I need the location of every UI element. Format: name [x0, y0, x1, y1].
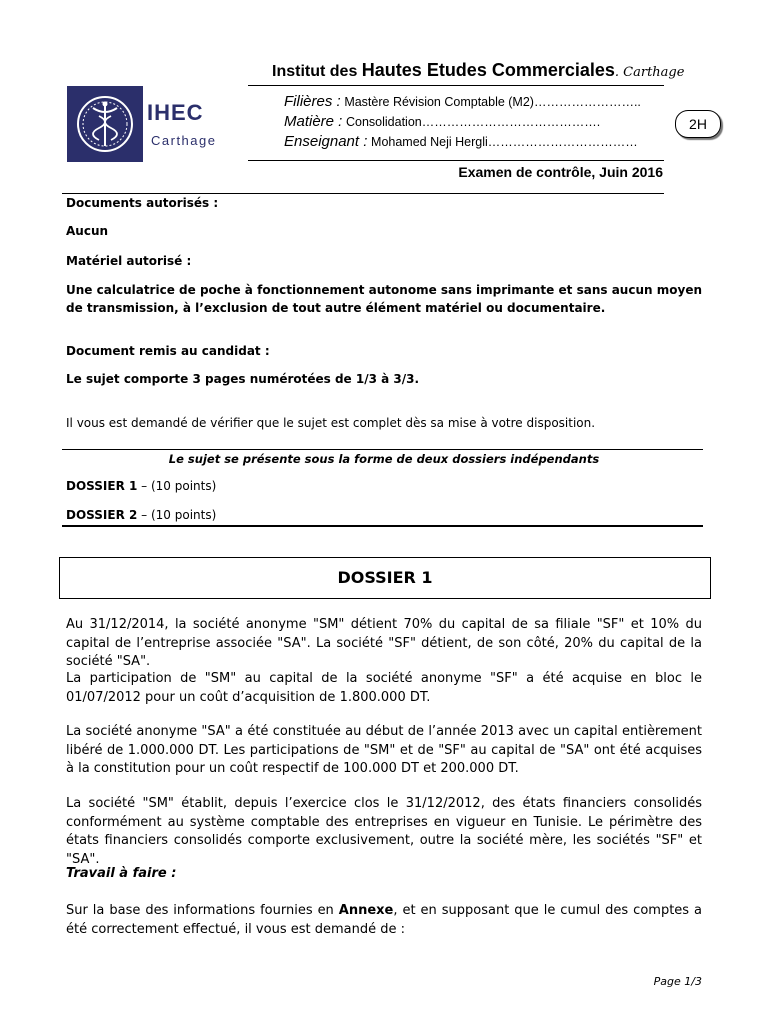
filieres-line: Filières : Mastère Révision Comptable (M2)…………………….. [284, 93, 641, 110]
institution-title: Institut des Hautes Etudes Commerciales. Carthage [272, 60, 685, 80]
matiere-line: Matière : Consolidation……………………………………. [284, 113, 601, 130]
verify-text: Il vous est demandé de vérifier que le sujet est complet dès sa mise à votre disposition. [66, 416, 596, 430]
dossier-paragraph-1: Au 31/12/2014, la société anonyme "SM" détient 70% du capital de sa filiale "SF" et 10% du capital de l’entreprise associée "SA". La société "SF" détient, de son côté, 20% du capital de la société "SA". [66, 617, 702, 669]
instructions-rule-top [62, 193, 664, 194]
ihec-logo [67, 86, 234, 162]
header-rule-bottom [248, 160, 664, 161]
remis-label: Document remis au candidat : [66, 344, 270, 358]
logo-subtitle: Carthage [151, 133, 217, 148]
dossier-paragraph-3: La société anonyme "SA" a été constituée au début de l’année 2013 avec un capital entièrement libéré de 1.000.000 DT. Les participations de "SM" et de "SF" au capital de "SA" ont été acquises à la constitution pour un coût respectif de 100.000 DT et 200.000 DT. [66, 724, 702, 776]
duration-badge: 2H [675, 110, 721, 138]
dossier1-summary: DOSSIER 1 – (10 points) [66, 479, 217, 493]
sujet-rule-top [62, 449, 703, 450]
exam-title: Examen de contrôle, Juin 2016 [458, 164, 663, 180]
docs-label: Documents autorisés : [66, 196, 219, 210]
logo-wordmark: IHEC [147, 100, 204, 125]
remis-text: Le sujet comporte 3 pages numérotées de 1/3 à 3/3. [66, 372, 420, 386]
docs-value: Aucun [66, 224, 109, 238]
travail-heading: Travail à faire : [66, 866, 177, 881]
enseignant-line: Enseignant : Mohamed Neji Hergli……………………………… [284, 133, 638, 150]
header-rule-top [248, 85, 664, 86]
sujet-forme: Le sujet se présente sous la forme de deux dossiers indépendants [168, 452, 600, 466]
dossier-paragraph-4: La société "SM" établit, depuis l’exercice clos le 31/12/2012, des états financiers consolidés conformément au système comptable des entreprises en vigueur en Tunisie. Le périmètre des états financiers consolidés comporte exclusivement, outre la société mère, les sociétés "SF" et "SA". [66, 796, 702, 867]
sujet-rule-bottom [62, 525, 703, 527]
materiel-text: Une calculatrice de poche à fonctionnement autonome sans imprimante et sans aucun moyen de transmission, à l’exclusion de tout autre élément matériel ou documentaire. [66, 283, 702, 315]
dossier-paragraph-5: Sur la base des informations fournies en Annexe, et en supposant que le cumul des comptes a été correctement effectué, il vous est demandé de : [66, 903, 703, 937]
materiel-label: Matériel autorisé : [66, 254, 192, 268]
caduceus-emblem-icon [67, 86, 143, 162]
dossier2-summary: DOSSIER 2 – (10 points) [66, 508, 217, 522]
page-number: Page 1/3 [653, 975, 702, 988]
dossier-title-box: DOSSIER 1 [59, 557, 711, 599]
dossier-paragraph-2: La participation de "SM" au capital de la société anonyme "SF" a été acquise en bloc le 01/07/2012 pour un coût d’acquisition de 1.800.000 DT. [66, 671, 702, 705]
